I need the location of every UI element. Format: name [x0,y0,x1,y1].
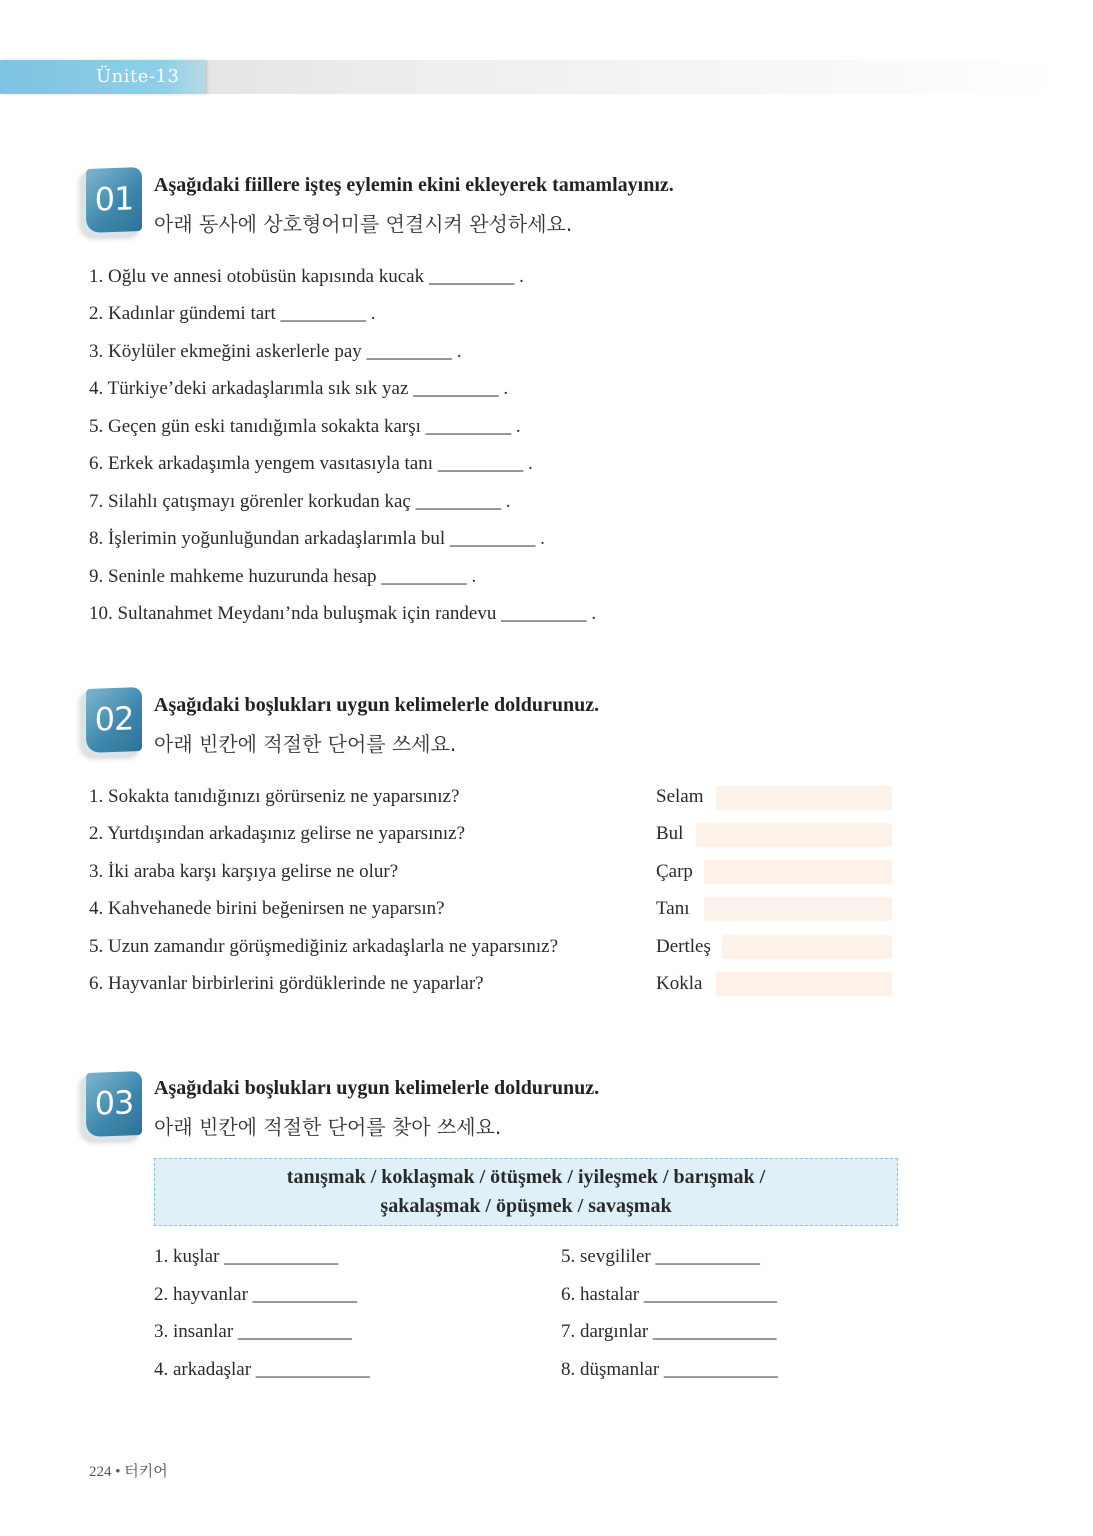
section-3-title: Aşağıdaki boşlukları uygun kelimelerle doldurunuz. [154,1077,600,1099]
word-bank [154,1158,898,1226]
exercise-1-item: 4. Türkiye’deki arkadaşlarımla sık sık yaz _________ . [89,378,509,399]
exercise-3-item: 1. kuşlar ____________ [154,1246,339,1267]
unit-label: Ünite-13 [96,66,180,87]
exercise-1-item: 8. İşlerimin yoğunluğundan arkadaşlarımla bul _________ . [89,528,545,549]
exercise-3-item: 3. insanlar ____________ [154,1321,352,1342]
exercise-2-question: 1. Sokakta tanıdığınızı görürseniz ne yaparsınız? [89,786,460,807]
exercise-2-question: 2. Yurtdışından arkadaşınız gelirse ne yaparsınız? [89,823,466,844]
exercise-3-item: 5. sevgililer ___________ [561,1246,760,1267]
exercise-2-question: 4. Kahvehanede birini beğenirsen ne yaparsın? [89,898,445,919]
exercise-1-item: 9. Seninle mahkeme huzurunda hesap _________ . [89,566,477,587]
word-bank-line-2: şakalaşmak / öpüşmek / savaşmak [380,1195,672,1217]
answer-box[interactable] [716,972,892,996]
verb-stem: Kokla [656,973,703,994]
answer-box[interactable] [696,823,892,847]
exercise-1-item: 6. Erkek arkadaşımla yengem vasıtasıyla tanı _________ . [89,453,533,474]
exercise-2-question: 3. İki araba karşı karşıya gelirse ne olur? [89,861,399,882]
exercise-1-item: 2. Kadınlar gündemi tart _________ . [89,303,376,324]
section-3-subtitle: 아래 빈칸에 적절한 단어를 찾아 쓰세요. [154,1115,502,1139]
exercise-1-item: 5. Geçen gün eski tanıdığımla sokakta karşı _________ . [89,416,521,437]
exercise-3-item: 2. hayvanlar ___________ [154,1284,358,1305]
answer-box[interactable] [704,897,892,921]
exercise-2-question: 6. Hayvanlar birbirlerini gördüklerinde ne yaparlar? [89,973,484,994]
verb-stem: Tanı [656,898,690,919]
exercise-2-question: 5. Uzun zamandır görüşmediğiniz arkadaşlarla ne yaparsınız? [89,936,559,957]
exercise-1-item: 1. Oğlu ve annesi otobüsün kapısında kucak _________ . [89,266,524,287]
page-number: 224 • 터키어 [89,1464,168,1480]
exercise-3-item: 6. hastalar ______________ [561,1284,777,1305]
exercise-1-item: 10. Sultanahmet Meydanı’nda buluşmak için randevu _________ . [89,603,597,624]
section-2-subtitle: 아래 빈칸에 적절한 단어를 쓰세요. [154,732,457,756]
answer-box[interactable] [704,860,892,884]
word-bank-line-1: tanışmak / koklaşmak / ötüşmek / iyileşmek / barışmak / [286,1166,766,1188]
exercise-1-item: 3. Köylüler ekmeğini askerlerle pay _________ . [89,341,462,362]
verb-stem: Dertleş [656,936,711,957]
exercise-3-item: 8. düşmanlar ____________ [561,1359,778,1380]
section-1-subtitle: 아래 동사에 상호형어미를 연결시켜 완성하세요. [154,212,573,236]
section-3-badge: 03 [86,1071,142,1137]
verb-stem: Çarp [656,861,693,882]
answer-box[interactable] [716,786,892,810]
exercise-1-item: 7. Silahlı çatışmayı görenler korkudan kaç _________ . [89,491,511,512]
section-1-title: Aşağıdaki fiillere işteş eylemin ekini ekleyerek tamamlayınız. [154,174,674,196]
exercise-3-item: 7. dargınlar _____________ [561,1321,777,1342]
section-2-badge: 02 [86,687,142,753]
answer-box[interactable] [722,935,892,959]
section-2-title: Aşağıdaki boşlukları uygun kelimelerle doldurunuz. [154,694,600,716]
exercise-3-item: 4. arkadaşlar ____________ [154,1359,370,1380]
verb-stem: Selam [656,786,704,807]
verb-stem: Bul [656,823,684,844]
section-1-badge: 01 [86,167,142,233]
